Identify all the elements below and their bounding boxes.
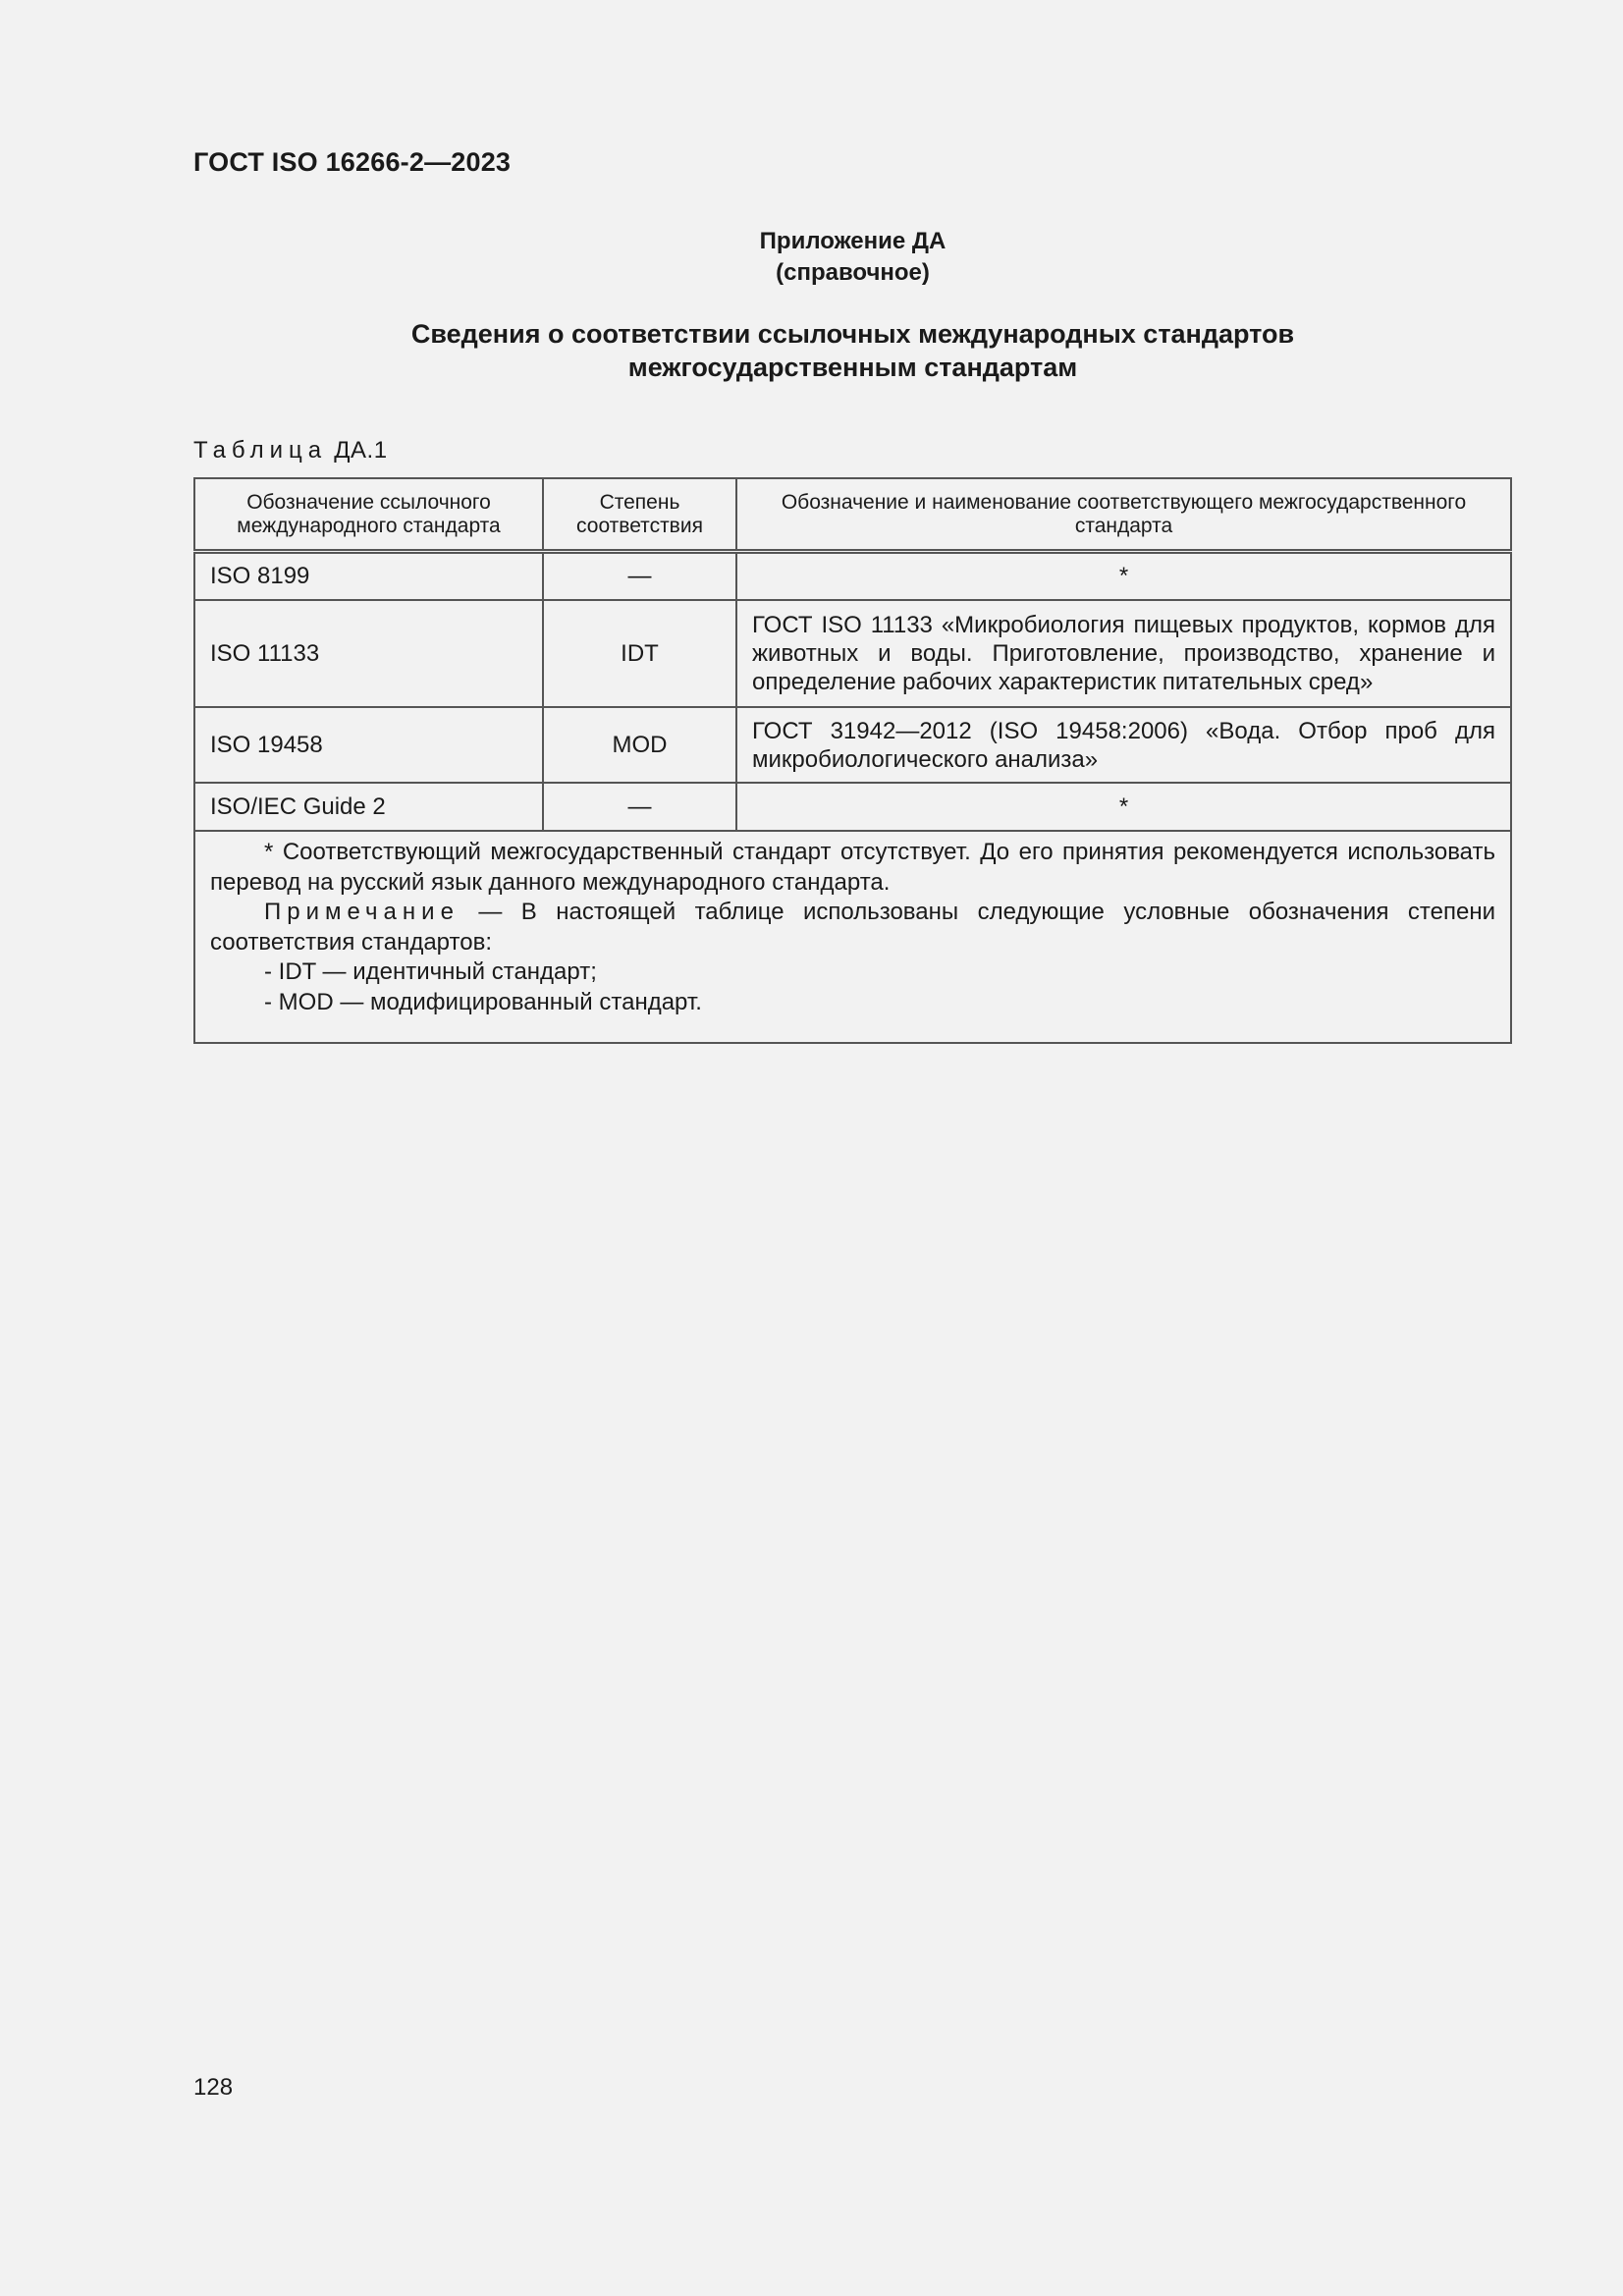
legend-item-mod: - MOD — модифицированный стандарт. [264, 988, 702, 1015]
table-note [210, 898, 1495, 957]
cell-ref: ISO/IEC Guide 2 [194, 783, 543, 831]
cell-ref: ISO 11133 [194, 600, 543, 707]
cell-ref: ISO 19458 [194, 707, 543, 783]
standards-table-container [193, 477, 1510, 1044]
table-caption [193, 437, 388, 465]
standards-table [193, 477, 1512, 1044]
table-notes-row [194, 831, 1511, 1043]
table-header-row [194, 478, 1511, 552]
cell-national: ГОСТ 31942—2012 (ISO 19458:2006) «Вода. Отбор проб для микробиологического анализа» [736, 707, 1511, 783]
cell-national: * [736, 783, 1511, 831]
table-note-text: — В настоящей таблице использованы следующие условные обозначения степени соответствия стандартов: [210, 899, 1495, 956]
column-header-degree: Степень соответствия [543, 478, 736, 552]
table-caption-word: Таблица [193, 437, 328, 464]
column-header-ref: Обозначение ссылочного международного стандарта [194, 478, 543, 552]
table-row [194, 783, 1511, 831]
annex-title-block [193, 226, 1512, 384]
table-row [194, 707, 1511, 783]
cell-ref: ISO 8199 [194, 552, 543, 601]
cell-national: ГОСТ ISO 11133 «Микробиология пищевых продуктов, кормов для животных и воды. Приготовление, производство, хранение и определение рабочих характеристик питательных сред» [736, 600, 1511, 707]
column-header-national: Обозначение и наименование соответствующего межгосударственного стандарта [736, 478, 1511, 552]
page-number: 128 [193, 2074, 234, 2101]
table-row [194, 600, 1511, 707]
table-notes-cell [194, 831, 1511, 1043]
annex-heading [193, 317, 1512, 384]
annex-heading-line-1: Сведения о соответствии ссылочных международных стандартов [410, 319, 1295, 349]
table-caption-number: ДА.1 [334, 437, 388, 464]
table-note-label: Примечание [264, 899, 460, 925]
annex-subtitle: (справочное) [776, 259, 930, 286]
table-footnote: * Соответствующий межгосударственный стандарт отсутствует. До его принятия рекомендуется использовать перевод на русский язык данного международного стандарта. [210, 839, 1495, 896]
cell-degree: MOD [543, 707, 736, 783]
cell-degree: — [543, 552, 736, 601]
annex-heading-line-2: межгосударственным стандартам [627, 353, 1078, 382]
document-code: ГОСТ ISO 16266-2—2023 [193, 147, 512, 177]
cell-degree: — [543, 783, 736, 831]
legend-item-idt: - IDT — идентичный стандарт; [264, 958, 597, 985]
table-row [194, 552, 1511, 601]
cell-degree: IDT [543, 600, 736, 707]
cell-national: * [736, 552, 1511, 601]
annex-title: Приложение ДА [759, 228, 947, 254]
